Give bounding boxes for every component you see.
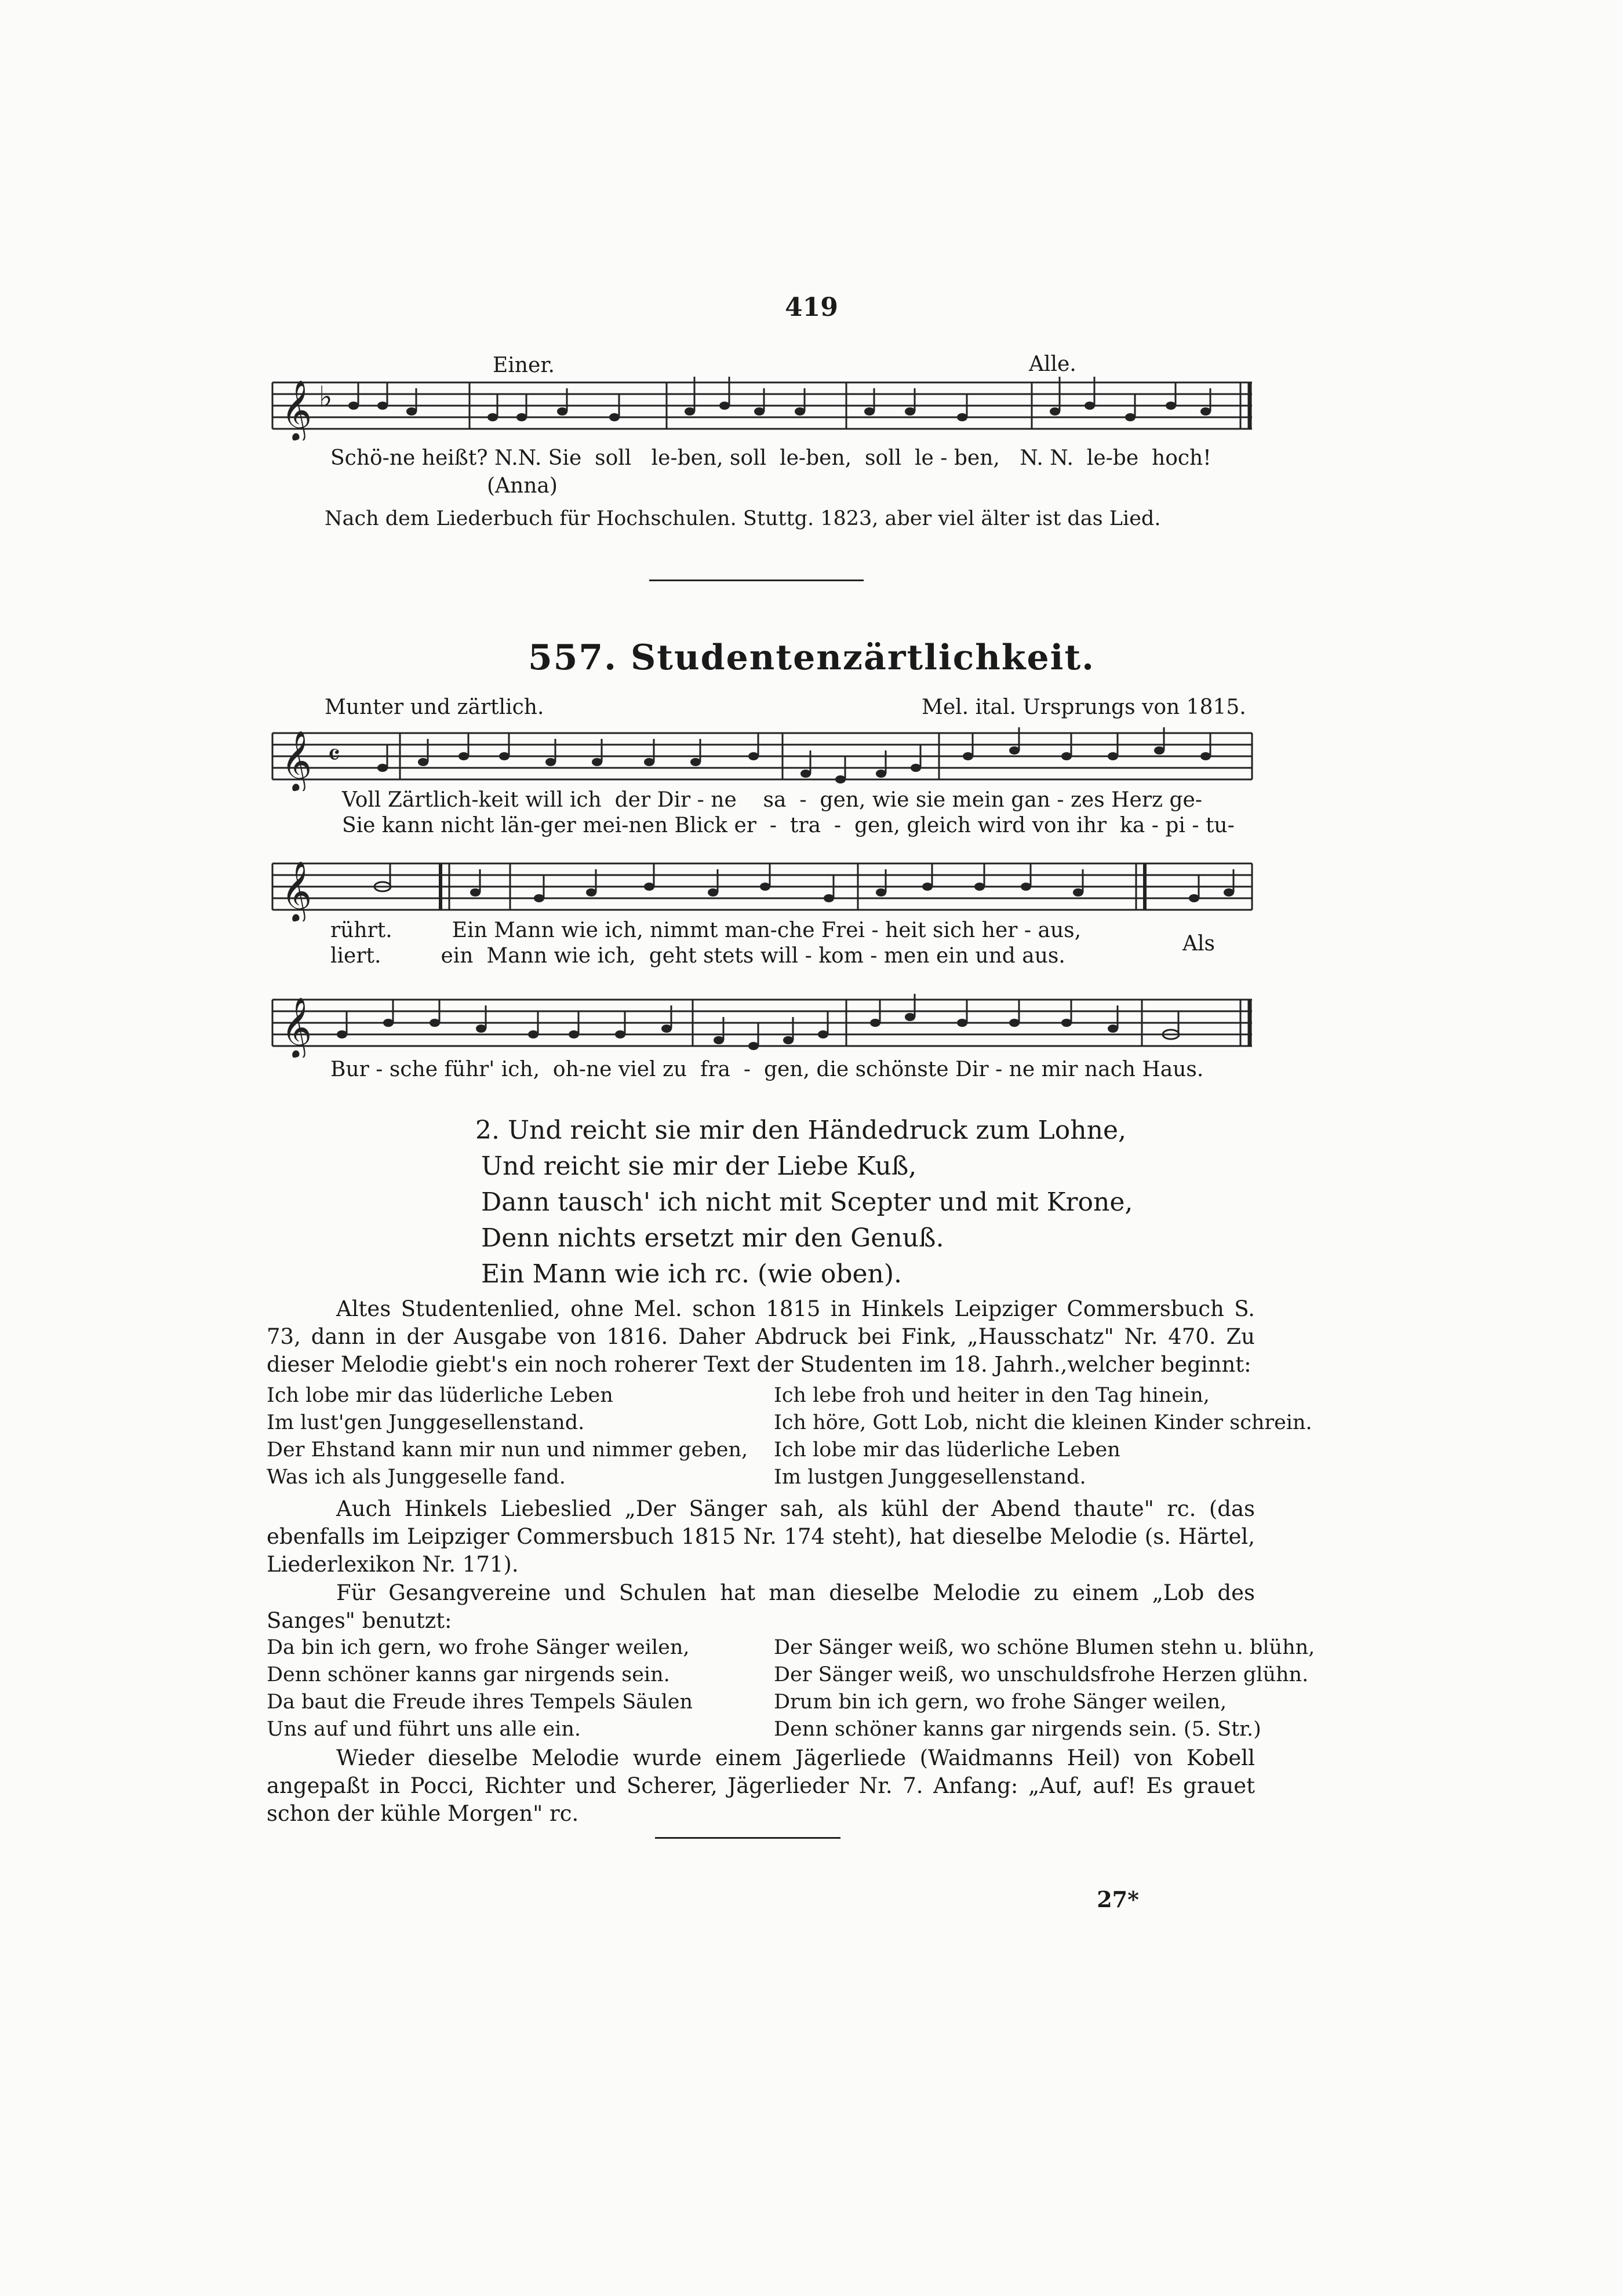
commentary-paragraph-3: Für Gesangvereine und Schulen hat man dieselbe Melodie zu einem „Lob des Sanges" benutzt: xyxy=(267,1580,1255,1633)
lyrics-line1-b: Sie kann nicht län-ger mei-nen Blick er - tra - gen, gleich wird von ihr ka - pi - tu- xyxy=(342,814,1235,837)
quote2-left-column: Da bin ich gern, wo frohe Sänger weilen, Denn schöner kanns gar nirgends sein. Da baut die Freude ihres Tempels Säulen Uns auf und führt uns alle ein. xyxy=(267,1636,693,1741)
lyrics-line2-a: rührt. Ein Mann wie ich, nimmt man-che Frei - heit sich her - aus, xyxy=(330,919,1082,942)
closing-divider xyxy=(655,1837,840,1839)
music-staff-song1 xyxy=(267,371,1258,440)
verse-line: Und reicht sie mir der Liebe Kuß, xyxy=(481,1151,917,1181)
lyrics-line2-b: liert. ein Mann wie ich, geht stets will - kom - men ein und aus. xyxy=(330,944,1065,968)
commentary-paragraph-1: Altes Studentenlied, ohne Mel. schon 1815 in Hinkels Leipziger Commersbuch S. 73, dann in der Ausgabe von 1816. Daher Abdruck bei Fink, „Hausschatz" Nr. 470. Zu dieser Melodie giebt's ein noch roherer Text der Studenten im 18. Jahrh.,welcher beginnt: xyxy=(267,1296,1255,1377)
song-title: 557. Studentenzärtlichkeit. xyxy=(527,637,1096,678)
quote1-left-column: Ich lobe mir das lüderliche Leben Im lust'gen Junggesellenstand. Der Ehstand kann mir nun und nimmer geben, Was ich als Junggeselle fand. xyxy=(267,1384,748,1489)
song1-lyrics-alt: (Anna) xyxy=(487,474,558,498)
lyrics-line1-a: Voll Zärtlich-keit will ich der Dir - ne sa - gen, wie sie mein gan - zes Herz ge- xyxy=(342,788,1202,812)
label-alle: Alle. xyxy=(1029,352,1076,376)
svg-text:𝄞: 𝄞 xyxy=(281,997,312,1058)
verse-line: Ein Mann wie ich rc. (wie oben). xyxy=(481,1259,903,1289)
signature-mark: 27* xyxy=(1097,1886,1139,1912)
lyrics-line3: Bur - sche führ' ich, oh-ne viel zu fra - gen, die schönste Dir - ne mir nach Haus. xyxy=(330,1058,1204,1081)
svg-text:𝄴: 𝄴 xyxy=(327,738,341,772)
svg-text:𝄞: 𝄞 xyxy=(281,380,312,440)
page-number: 419 xyxy=(785,293,838,322)
music-staff-line3 xyxy=(267,988,1258,1058)
svg-text:𝄞: 𝄞 xyxy=(281,730,312,791)
verse-line: Dann tausch' ich nicht mit Scepter und mit Krone, xyxy=(481,1187,1133,1217)
label-einer: Einer. xyxy=(493,353,555,377)
commentary-paragraph-4: Wieder dieselbe Melodie wurde einem Jägerliede (Waidmanns Heil) von Kobell angepaßt in Pocci, Richter und Scherer, Jägerlieder Nr. 7. Anfang: „Auf, auf! Es grauet schon der kühle Morgen" rc. xyxy=(267,1745,1255,1826)
song1-lyrics: Schö-ne heißt? N.N. Sie soll le-ben, soll le-ben, soll le - ben, N. N. le-be hoch! xyxy=(330,446,1211,470)
verse-line: 2. Und reicht sie mir den Händedruck zum Lohne, xyxy=(475,1116,1126,1145)
tempo-marking: Munter und zärtlich. xyxy=(325,695,544,719)
lyrics-line2-end: Als xyxy=(1182,932,1215,956)
quote1-right-column: Ich lebe froh und heiter in den Tag hinein, Ich höre, Gott Lob, nicht die kleinen Kinder schrein. Ich lobe mir das lüderliche Leben Im lustgen Junggesellenstand. xyxy=(774,1384,1312,1489)
svg-text:♭: ♭ xyxy=(319,380,333,414)
verse-2 xyxy=(475,1113,1133,1292)
section-divider xyxy=(649,580,864,581)
song1-source: Nach dem Liederbuch für Hochschulen. Stuttg. 1823, aber viel älter ist das Lied. xyxy=(325,507,1161,530)
svg-text:𝄞: 𝄞 xyxy=(281,861,312,921)
music-staff-line2 xyxy=(267,852,1258,921)
melody-note: Mel. ital. Ursprungs von 1815. xyxy=(922,695,1246,719)
music-staff-line1 xyxy=(267,721,1258,791)
verse-line: Denn nichts ersetzt mir den Genuß. xyxy=(481,1223,944,1253)
commentary-paragraph-2: Auch Hinkels Liebeslied „Der Sänger sah, als kühl der Abend thaute" rc. (das ebenfalls im Leipziger Commersbuch 1815 Nr. 174 steht), hat dieselbe Melodie (s. Härtel, Liederlexikon Nr. 171). xyxy=(267,1496,1255,1577)
quote2-right-column: Der Sänger weiß, wo schöne Blumen stehn u. blühn, Der Sänger weiß, wo unschuldsfrohe Herzen glühn. Drum bin ich gern, wo frohe Sänger weilen, Denn schöner kanns gar nirgends sein. (5. Str.) xyxy=(774,1636,1315,1741)
